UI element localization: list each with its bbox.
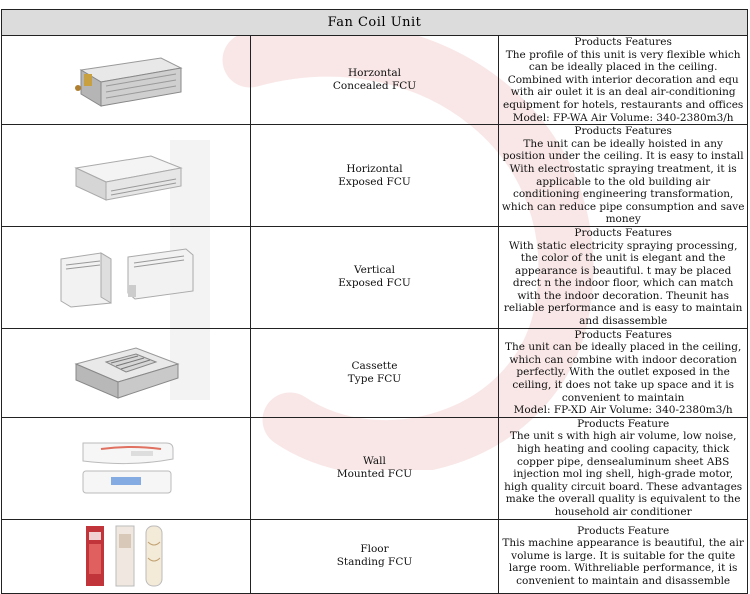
product-name-line1: Cassette: [351, 359, 398, 372]
features-text: With static electricity spraying processing, the color of the unit is elegant and the appearance is beautiful. t may be placed drect n the indoor floor, which can match with the indoor decoration. Theunit has reliable performance and is easy to maintain and disassemble: [503, 239, 743, 328]
product-name-line2: Standing FCU: [336, 556, 413, 569]
features-heading: Products Feature: [577, 417, 670, 430]
product-name-line1: Horzontal: [348, 67, 401, 80]
product-name-line1: Vertical: [354, 264, 395, 277]
features-heading: Products Features: [574, 125, 672, 138]
product-image-wall-mounted: [2, 417, 251, 519]
fan-coil-table: [1, 9, 748, 594]
table-title: Fan Coil Unit: [2, 10, 748, 36]
product-name: [250, 328, 499, 417]
features-heading: Products Feature: [577, 524, 670, 537]
features-heading: Products Features: [574, 36, 672, 48]
features-text: This machine appearance is beautiful, the air volume is large. It is suitable for the quite large room. Withreliable performance, it is convenient to maintain and disassemble: [502, 537, 744, 587]
features-text: The unit s with high air volume, low noise, high heating and cooling capacity, thick copper pipe, densealuminum sheet ABS injection mol ing shell, high-grade motor, high quality circuit board. These advantages make the overall quality is equivalent to the household air conditioner: [504, 430, 743, 518]
features-text: The unit can be ideally hoisted in any position under the ceiling. It is easy to install With electrostatic spraying treatment, it is applicable to the old building air conditioning engineering transformation, which can reduce pipe consumption and save money: [501, 137, 745, 226]
product-description: [499, 519, 748, 593]
product-name-line2: Mounted FCU: [336, 468, 413, 481]
product-description: [499, 226, 748, 328]
table-row: [2, 125, 748, 227]
product-description: [499, 125, 748, 227]
features-heading: Products Features: [574, 226, 672, 239]
product-name: [250, 36, 499, 125]
product-description: [499, 417, 748, 519]
product-name-line2: Concealed FCU: [332, 80, 417, 93]
product-description: [499, 36, 748, 125]
product-name-line2: Exposed FCU: [338, 277, 411, 290]
table-row: [2, 417, 748, 519]
table-row: [2, 36, 748, 125]
product-name-line2: Exposed FCU: [338, 175, 411, 188]
features-text: The unit can be ideally placed in the ceiling, which can combine with indoor decoration perfectly. With the outlet exposed in the ceiling, it does not take up space and it is convenient to maintain: [505, 341, 742, 404]
features-heading: Products Features: [574, 328, 672, 341]
product-name: [250, 519, 499, 593]
product-name-line1: Wall: [363, 455, 386, 468]
product-image-floor-standing: [2, 519, 251, 593]
product-image-horizontal-exposed: [2, 125, 251, 227]
product-name-line1: Floor: [360, 543, 389, 556]
model-info: Model: FP-XD Air Volume: 340-2380m3/h: [513, 404, 733, 417]
product-description: [499, 328, 748, 417]
product-image-horizontal-concealed: [2, 36, 251, 125]
model-info: Model: FP-WA Air Volume: 340-2380m3/h: [512, 111, 734, 124]
product-name: [250, 125, 499, 227]
product-name: [250, 226, 499, 328]
product-name: [250, 417, 499, 519]
table-row: [2, 519, 748, 593]
product-image-vertical-exposed: [2, 226, 251, 328]
product-name-line2: Type FCU: [347, 372, 402, 385]
product-name-line1: Horizontal: [346, 162, 403, 175]
table-row: [2, 226, 748, 328]
features-text: The profile of this unit is very flexible which can be ideally placed in the ceiling. Combined with interior decoration and equ with air oulet it is an deal air-conditioning equipment for hotels, restaurants and offices: [502, 48, 744, 111]
product-image-cassette: [2, 328, 251, 417]
table-row: [2, 328, 748, 417]
